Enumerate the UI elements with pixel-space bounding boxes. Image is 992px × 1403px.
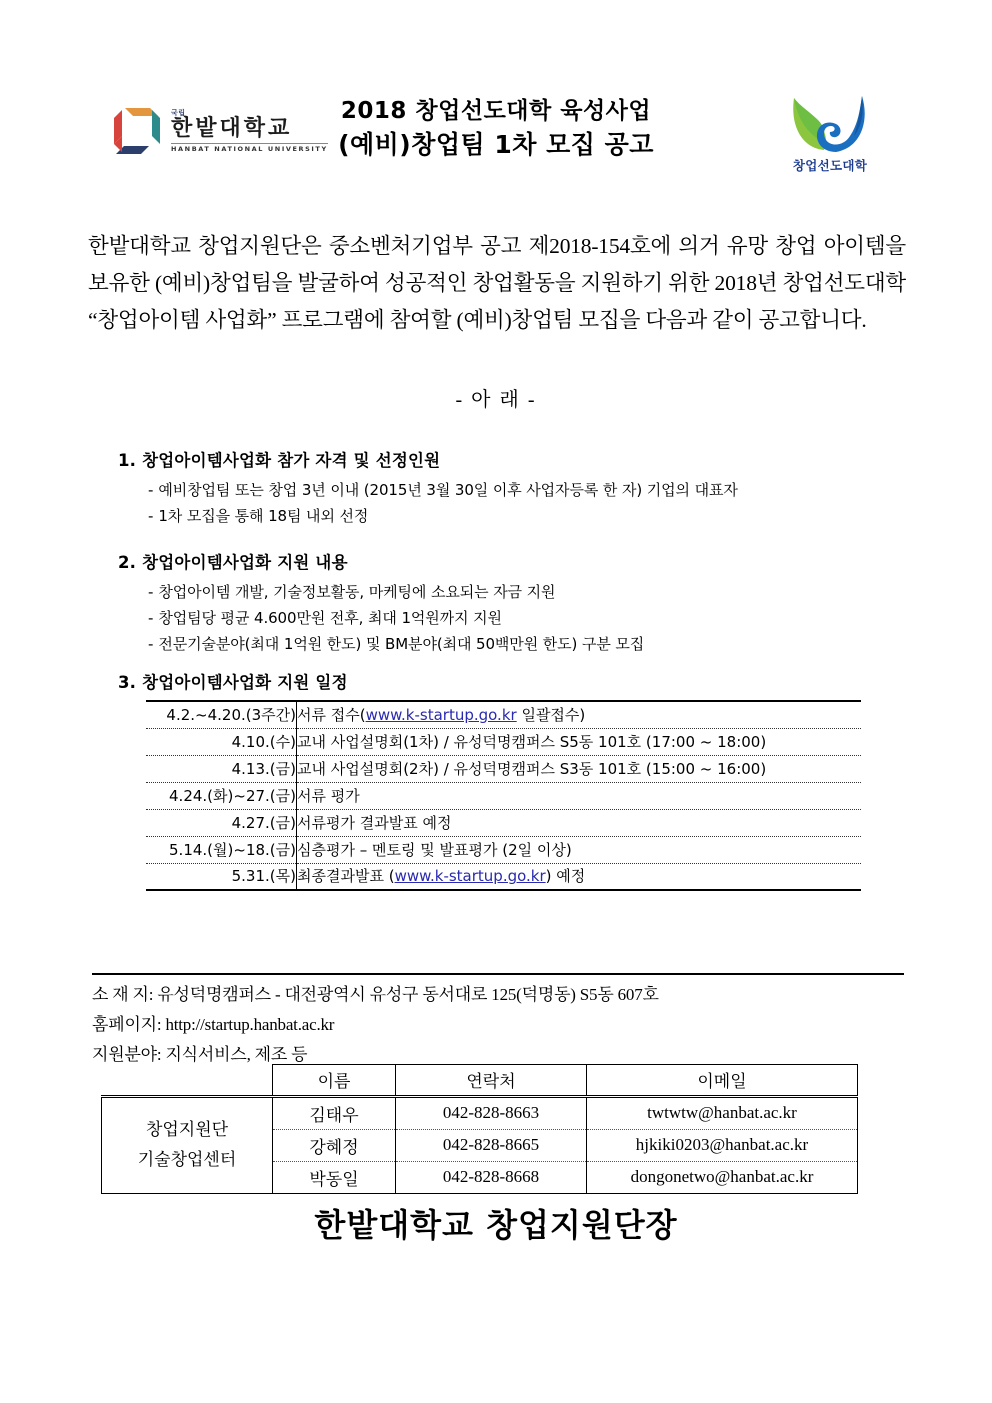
bullet-dash: - <box>148 481 154 499</box>
section-3-heading <box>118 669 918 693</box>
schedule-desc: 교내 사업설명회(2차) / 유성덕명캠퍼스 S3동 101호 (15:00 ~ 16:00) <box>297 755 862 782</box>
table-row <box>102 1097 858 1130</box>
bullet-text: 1차 모집을 통해 18팀 내외 선정 <box>158 507 369 525</box>
kstartup-link[interactable]: www.k-startup.go.kr <box>394 867 546 886</box>
section-2-title: 창업아이템사업화 지원 내용 <box>142 553 348 572</box>
table-row <box>146 728 861 755</box>
university-name-en: HANBAT NATIONAL UNIVERSITY <box>171 144 328 153</box>
startup-leading-university-logo <box>760 92 900 174</box>
contact-table-wrapper <box>101 1064 858 1194</box>
schedule-date: 4.2.~4.20.(3주간) <box>146 701 297 728</box>
section-3-number: 3. <box>118 673 137 692</box>
schedule-desc: 교내 사업설명회(1차) / 유성덕명캠퍼스 S5동 101호 (17:00 ~ 18:00) <box>297 728 862 755</box>
contact-phone: 042-828-8665 <box>396 1130 587 1162</box>
university-name-kr: 한밭대학교 <box>171 115 293 141</box>
leaf-logo-caption: 창업선도대학 <box>792 158 868 173</box>
contact-name: 김태우 <box>273 1097 396 1130</box>
bullet-text: 창업팀당 평균 4.600만원 전후, 최대 1억원까지 지원 <box>158 609 502 627</box>
bullet-item <box>118 631 918 657</box>
contact-org-line2: 기술창업센터 <box>137 1150 237 1169</box>
bullet-text: 창업아이템 개발, 기술정보활동, 마케팅에 소요되는 자금 지원 <box>158 583 556 601</box>
contact-header-email: 이메일 <box>587 1065 858 1097</box>
page-title-line1: 2018 창업선도대학 육성사업 <box>340 98 652 124</box>
schedule-date: 4.27.(금) <box>146 809 297 836</box>
bullet-dash: - <box>148 583 154 601</box>
schedule-date: 5.14.(월)~18.(금) <box>146 836 297 863</box>
contact-header-blank <box>102 1065 273 1097</box>
section-2-bullets <box>118 579 918 657</box>
kstartup-link[interactable]: www.k-startup.go.kr <box>365 705 517 724</box>
schedule-desc <box>297 863 862 890</box>
section-2 <box>118 549 918 657</box>
contact-table-head <box>102 1065 858 1097</box>
schedule-date: 4.10.(수) <box>146 728 297 755</box>
contact-org-line1: 창업지원단 <box>145 1120 229 1139</box>
section-2-number: 2. <box>118 553 137 572</box>
schedule-date: 4.13.(금) <box>146 755 297 782</box>
document-header <box>0 92 992 192</box>
schedule-desc: 서류평가 결과발표 예정 <box>297 809 862 836</box>
contact-email: twtwtw@hanbat.ac.kr <box>587 1097 858 1130</box>
table-row <box>146 782 861 809</box>
leaf-logo-icon <box>760 92 900 154</box>
schedule-desc-post: 일괄접수) <box>516 705 586 724</box>
bullet-text: 예비창업팀 또는 창업 3년 이내 (2015년 3월 30일 이후 사업자등록 한 자) 기업의 대표자 <box>158 481 738 499</box>
intro-paragraph: 한밭대학교 창업지원단은 중소벤처기업부 공고 제2018-154호에 의거 유망 창업 아이템을 보유한 (예비)창업팀을 발굴하여 성공적인 창업활동을 지원하기 위한 2018년 창업선도대학 “창업아이템 사업화” 프로그램에 참여할 (예비)창업팀 모집을 다음과 같이 공고합니다. <box>88 234 906 332</box>
footer-address: 소 재 지: 유성덕명캠퍼스 - 대전광역시 유성구 동서대로 125(덕명동) S5동 607호 <box>92 985 659 1004</box>
section-3-title: 창업아이템사업화 지원 일정 <box>142 673 348 692</box>
bullet-item <box>118 477 918 503</box>
schedule-desc: 심층평가 – 멘토링 및 발표평가 (2일 이상) <box>297 836 862 863</box>
section-1-number: 1. <box>118 451 137 470</box>
schedule-date: 4.24.(화)~27.(금) <box>146 782 297 809</box>
university-sup-label: 국립 <box>171 108 186 117</box>
contact-phone: 042-828-8663 <box>396 1097 587 1130</box>
section-3 <box>118 669 918 693</box>
footer-info <box>92 980 912 1070</box>
bullet-text: 전문기술분야(최대 1억원 한도) 및 BM분야(최대 50백만원 한도) 구분 모집 <box>158 635 645 653</box>
contact-table-body <box>102 1097 858 1194</box>
bullet-dash: - <box>148 635 154 653</box>
table-row <box>146 809 861 836</box>
table-row <box>146 836 861 863</box>
section-1 <box>118 447 918 529</box>
contact-email: dongonetwo@hanbat.ac.kr <box>587 1162 858 1194</box>
section-1-heading <box>118 447 918 471</box>
footer-divider <box>92 973 904 975</box>
bullet-dash: - <box>148 507 154 525</box>
schedule-desc-post: ) 예정 <box>545 867 586 886</box>
bullet-item <box>118 503 918 529</box>
schedule-desc-pre: 최종결과발표 ( <box>297 867 395 886</box>
table-row <box>146 701 861 728</box>
footer-homepage: 홈페이지: http://startup.hanbat.ac.kr <box>92 1015 335 1034</box>
schedule-table-wrapper <box>146 700 861 891</box>
footer-field: 지원분야: 지식서비스, 제조 등 <box>92 1045 308 1064</box>
section-1-bullets <box>118 477 918 529</box>
bullet-dash: - <box>148 609 154 627</box>
contact-name: 강혜정 <box>273 1130 396 1162</box>
section-1-title: 창업아이템사업화 참가 자격 및 선정인원 <box>142 451 441 470</box>
section-2-heading <box>118 549 918 573</box>
ahrae-divider-text: - 아 래 - <box>455 389 537 411</box>
page-title-line2: (예비)창업팀 1차 모집 공고 <box>338 130 654 160</box>
schedule-desc: 서류 평가 <box>297 782 862 809</box>
contact-header-name: 이름 <box>273 1065 396 1097</box>
contact-email: hjkiki0203@hanbat.ac.kr <box>587 1130 858 1162</box>
bullet-item <box>118 579 918 605</box>
table-header-row <box>102 1065 858 1097</box>
schedule-date: 5.31.(목) <box>146 863 297 890</box>
contact-name: 박동일 <box>273 1162 396 1194</box>
contact-phone: 042-828-8668 <box>396 1162 587 1194</box>
leaf-logo-svg <box>784 92 876 154</box>
bullet-item <box>118 605 918 631</box>
contact-org-cell <box>102 1097 273 1194</box>
table-row <box>146 863 861 890</box>
schedule-desc-pre: 서류 접수( <box>297 705 366 724</box>
schedule-desc <box>297 701 862 728</box>
signature-line: 한밭대학교 창업지원단장 <box>314 1206 678 1244</box>
schedule-table <box>146 700 861 891</box>
table-row <box>146 755 861 782</box>
contact-header-phone: 연락처 <box>396 1065 587 1097</box>
contact-table <box>101 1064 858 1194</box>
